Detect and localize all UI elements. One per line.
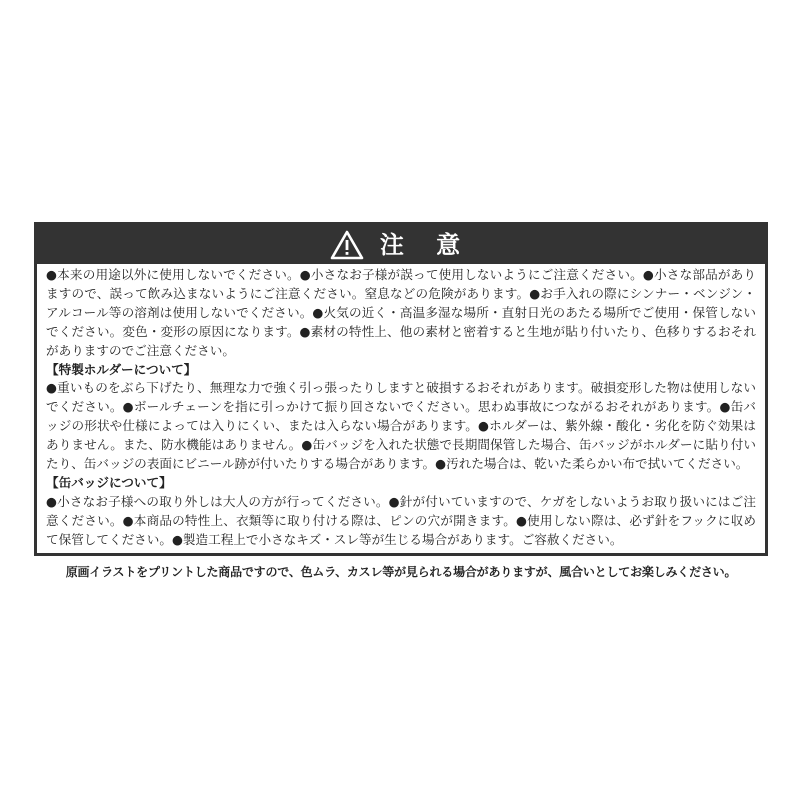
notice-title: 注 意 [379,230,473,259]
general-cautions: ●本来の用途以外に使用しないでください。●小さなお子様が誤って使用しないようにご注意ください。●小さな部品がありますので、誤って飲み込まないようにご注意ください。窒息などの危険があります。●お手入れの際にシンナー・ベンジン・アルコール等の溶剤は使用しないでください。●火気の近く・高温多湿な場所・直射日光のあたる場所でご使用・保管しないでください。変色・変形の原因になります。●素材の特性上、他の素材と密着すると生地が貼り付いたり、色移りするおそれがありますのでご注意ください。 [46,267,756,358]
footer-note: 原画イラストをプリントした商品ですので、色ムラ、カスレ等が見られる場合がありますが、風合いとしてお楽しみください。 [65,565,737,579]
badge-section-heading: 【缶バッジについて】 [46,474,172,490]
warning-triangle-icon [330,230,364,260]
holder-cautions: ●重いものをぶら下げたり、無理な力で強く引っ張ったりしますと破損するおそれがあります。破損変形した物は使用しないでください。●ボールチェーンを指に引っかけて振り回さないでください。思わぬ事故につながるおそれがあります。●缶バッジの形状や仕様によっては入りにくい、または入らない場合があります。●ホルダーは、紫外線・酸化・劣化を防ぐ効果はありません。また、防水機能はありません。●缶バッジを入れた状態で長期間保管した場合、缶バッジがホルダーに貼り付いたり、缶バッジの表面にビニール跡が付いたりする場合があります。●汚れた場合は、乾いた柔らかい布で拭いてください。 [46,380,756,472]
badge-cautions: ●小さなお子様への取り外しは大人の方が行ってください。●針が付いていますので、ケガをしないようお取り扱いにはご注意ください。●本商品の特性上、衣類等に取り付ける際は、ピンの穴が開きます。●使用しない際は、必ず針をフックに収めて保管してください。●製造工程上で小さなキズ・スレ等が生じる場合があります。ご容赦ください。 [46,493,756,547]
notice-header [37,225,765,264]
notice-box [34,222,768,556]
notice-body [37,264,765,550]
holder-section-heading: 【特製ホルダーについて】 [46,361,197,377]
